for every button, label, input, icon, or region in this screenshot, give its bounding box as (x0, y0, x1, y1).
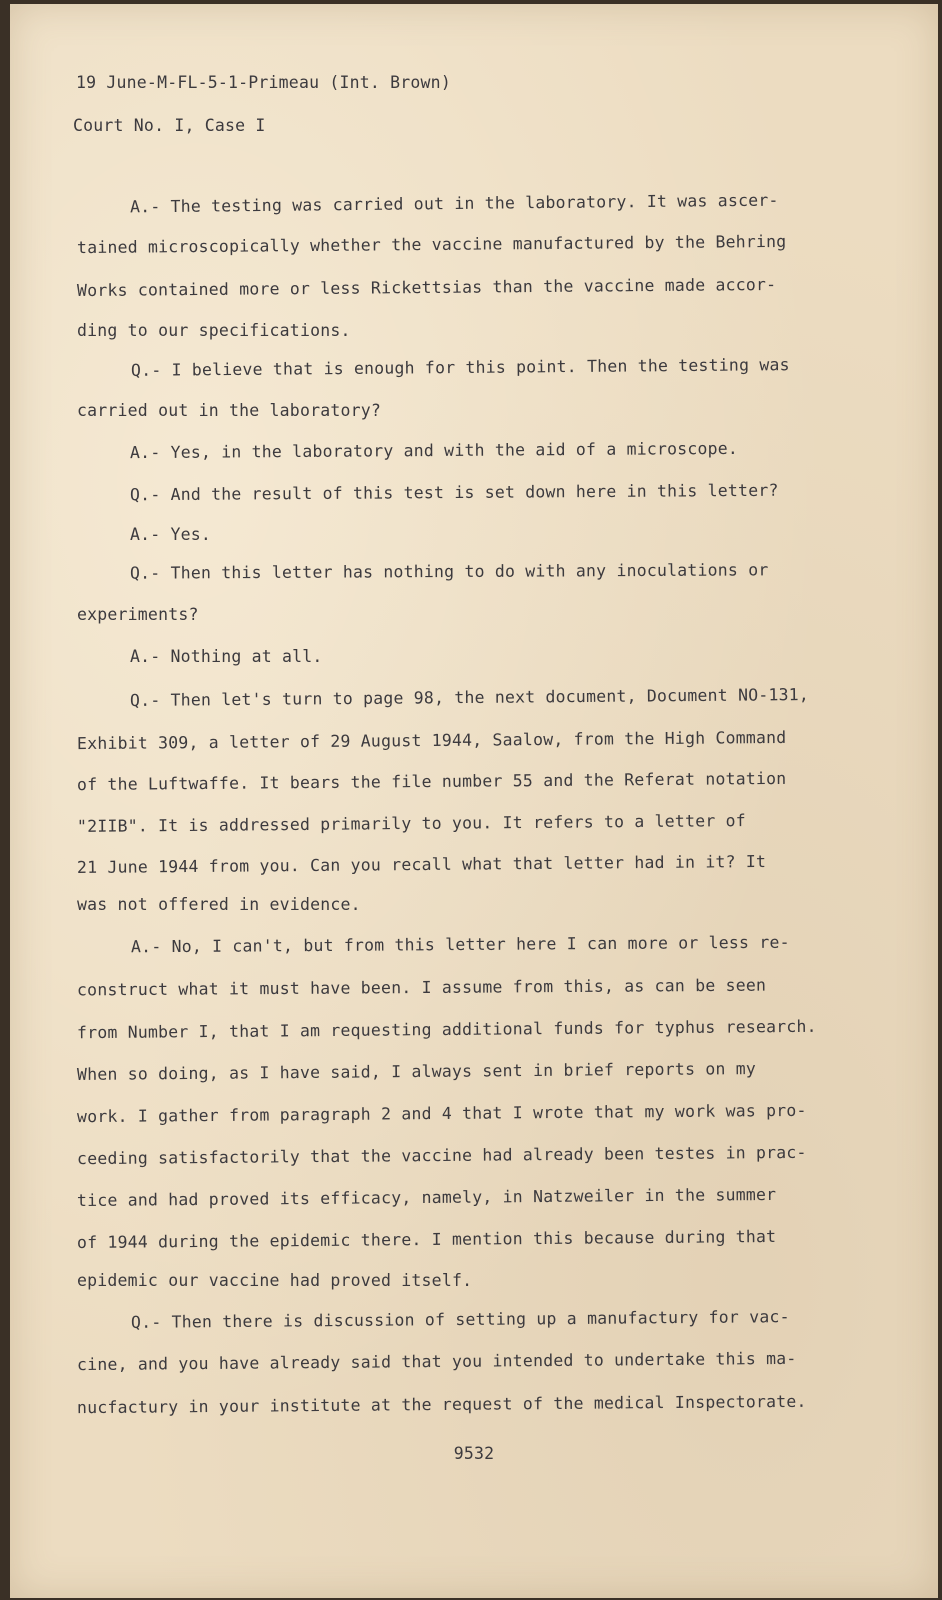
body-line: Q.- Then there is discussion of setting up a manufactury for vac- (130, 1307, 790, 1332)
body-line: ding to our specifications. (77, 321, 351, 340)
body-line: was not offered in evidence. (77, 895, 361, 914)
body-line: 21 June 1944 from you. Can you recall what that letter had in it? It (76, 851, 767, 878)
body-line: ceeding satisfactorily that the vaccine had already been testes in prac- (76, 1142, 807, 1169)
body-line: Exhibit 309, a letter of 29 August 1944, Saalow, from the High Command (76, 727, 787, 754)
body-line: "2IIB". It is addressed primarily to you. It refers to a letter of (76, 811, 746, 836)
body-line: carried out in the laboratory? (77, 401, 382, 420)
body-line: tained microscopically whether the vaccine manufactured by the Behring (76, 231, 787, 258)
body-line: Q.- Then let's turn to page 98, the next document, Document NO-131, (129, 685, 810, 710)
body-line: of 1944 during the epidemic there. I mention this because during that (76, 1226, 777, 1253)
body-line: nucfactury in your institute at the request of the medical Inspectorate. (76, 1391, 807, 1418)
body-line: Works contained more or less Rickettsias than the vaccine made accor- (76, 274, 777, 301)
body-line: construct what it must have been. I assume from this, as can be seen (76, 975, 767, 1000)
body-line: A.- Yes. (130, 525, 212, 544)
body-line: from Number I, that I am requesting additional funds for typhus research. (76, 1016, 817, 1043)
body-line: When so doing, as I have said, I always sent in brief reports on my (76, 1059, 757, 1084)
body-line: tice and had proved its efficacy, namely, in Natzweiler in the summer (76, 1184, 777, 1211)
body-line: Q.- I believe that is enough for this point. Then the testing was (130, 355, 790, 380)
page-number: 9532 (453, 1444, 495, 1463)
body-line: Q.- Then this letter has nothing to do with any inoculations or (129, 560, 769, 583)
header-line-1: 19 June-M-FL-5-1-Primeau (Int. Brown) (76, 73, 451, 92)
body-line: A.- No, I can't, but from this letter here I can more or less re- (130, 932, 790, 957)
body-line: cine, and you have already said that you intended to undertake this ma- (76, 1348, 797, 1375)
body-line: work. I gather from paragraph 2 and 4 that I wrote that my work was pro- (76, 1100, 807, 1127)
body-line: A.- The testing was carried out in the laboratory. It was ascer- (129, 190, 779, 217)
document-page (10, 4, 938, 1598)
body-line: experiments? (77, 605, 199, 624)
body-line: of the Luftwaffe. It bears the file number 55 and the Referat notation (76, 768, 787, 795)
body-line: A.- Nothing at all. (130, 647, 323, 666)
body-line: Q.- And the result of this test is set down here in this letter? (129, 480, 779, 505)
body-line: epidemic our vaccine had proved itself. (77, 1271, 473, 1290)
body-line: A.- Yes, in the laboratory and with the aid of a microscope. (129, 438, 739, 463)
header-line-2: Court No. I, Case I (73, 116, 266, 135)
